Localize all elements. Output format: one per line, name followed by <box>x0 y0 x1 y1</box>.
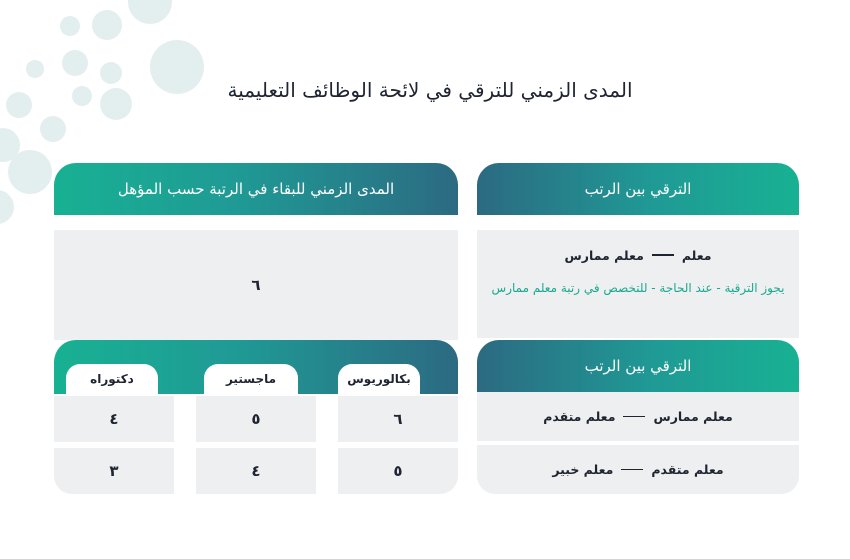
arrow-line-icon <box>621 469 643 471</box>
qualification-master-label: ماجستير <box>225 372 277 386</box>
page-title: المدى الزمني للترقي في لائحة الوظائف التعليمية <box>227 78 633 102</box>
decor-dot <box>92 10 122 40</box>
table-cell: ٥ <box>196 396 316 442</box>
promotion-header-1 <box>477 163 799 215</box>
promotion-header-2-label: الترقي بين الرتب <box>584 357 692 375</box>
duration-header-label: المدى الزمني للبقاء في الرتبة حسب المؤهل <box>117 180 395 198</box>
promotion-row <box>477 392 799 441</box>
rank-to: معلم ممارس <box>564 247 644 263</box>
table-cell: ٣ <box>54 448 174 494</box>
decor-dot <box>128 0 172 24</box>
duration-top-panel <box>54 230 458 340</box>
promotion-row <box>477 445 799 494</box>
promotion-header-2 <box>477 340 799 392</box>
arrow-line-icon <box>623 416 645 418</box>
decor-dot <box>8 150 52 194</box>
rank-from: معلم <box>681 247 712 263</box>
rank-from: معلم ممارس <box>653 409 733 424</box>
decor-dot <box>100 62 122 84</box>
promotion-note: يجوز الترقية - عند الحاجة - للتخصص في رتبة معلم ممارس <box>491 281 785 295</box>
table-cell: ٦ <box>338 396 458 442</box>
qualification-master <box>204 364 298 394</box>
table-cell: ٥ <box>338 448 458 494</box>
decor-dot <box>0 190 14 224</box>
decor-dot <box>72 86 92 106</box>
decor-dot <box>6 92 32 118</box>
promotion-panel-2 <box>477 392 799 494</box>
qualification-doctorate <box>66 364 158 394</box>
duration-header <box>54 163 458 215</box>
qualification-bachelor <box>338 364 420 394</box>
qualification-doctorate-label: دكتوراه <box>90 372 134 386</box>
promotion-header-1-label: الترقي بين الرتب <box>584 180 692 198</box>
rank-to: معلم خبير <box>552 462 614 477</box>
table-cell: ٤ <box>54 396 174 442</box>
duration-top-value: ٦ <box>251 276 261 294</box>
promotion-row <box>491 244 785 266</box>
qualification-bachelor-label: بكالوريوس <box>347 372 411 386</box>
arrow-line-icon <box>652 254 674 256</box>
decor-dot <box>40 116 66 142</box>
rank-to: معلم متقدم <box>543 409 616 424</box>
rank-from: معلم متقدم <box>651 462 724 477</box>
decor-dot <box>26 60 44 78</box>
promotion-panel-1 <box>477 230 799 338</box>
decor-dot <box>60 16 80 36</box>
decor-dot <box>62 50 88 76</box>
table-cell: ٤ <box>196 448 316 494</box>
